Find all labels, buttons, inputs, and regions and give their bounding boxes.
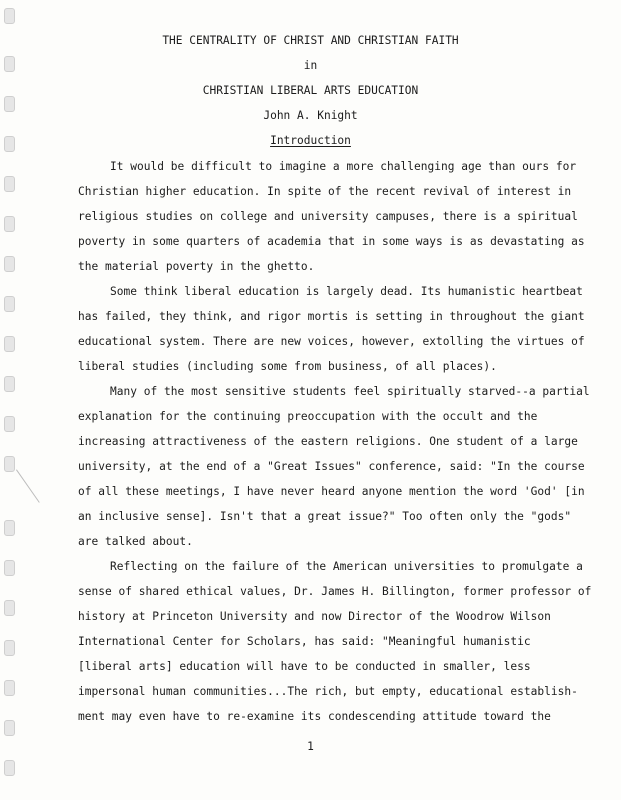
body-line: poverty in some quarters of academia that in some ways is as devastating as [78, 235, 585, 248]
binding-hole [4, 216, 15, 232]
body-line: liberal studies (including some from business, of all places). [78, 360, 497, 373]
binding-hole [4, 416, 15, 432]
binding-hole [4, 520, 15, 536]
body-line: educational system. There are new voices, however, extolling the virtues of [78, 335, 585, 348]
body-line: impersonal human communities...The rich, but empty, educational establish- [78, 685, 578, 698]
author: John A. Knight [263, 109, 358, 122]
body-line: Christian higher education. In spite of the recent revival of interest in [78, 185, 572, 198]
body-line: [liberal arts] education will have to be conducted in smaller, less [78, 660, 531, 673]
binding-hole [4, 8, 15, 24]
binding-hole [4, 256, 15, 272]
body-line: has failed, they think, and rigor mortis is setting in throughout the giant [78, 310, 585, 323]
binding-hole [4, 560, 15, 576]
title-line-3: CHRISTIAN LIBERAL ARTS EDUCATION [202, 84, 419, 97]
binding-hole [4, 336, 15, 352]
section-heading: Introduction [270, 134, 351, 147]
title-line-1: THE CENTRALITY OF CHRIST AND CHRISTIAN FAITH [162, 34, 459, 47]
body-line: university, at the end of a "Great Issues" conference, said: "In the course [78, 460, 585, 473]
body-line: the material poverty in the ghetto. [78, 260, 315, 273]
body-line: increasing attractiveness of the eastern religions. One student of a large [78, 435, 578, 448]
body-line: an inclusive sense]. Isn't that a great issue?" Too often only the "gods" [78, 510, 572, 523]
binding-hole [4, 680, 15, 696]
binding-hole [4, 176, 15, 192]
body-line: Some think liberal education is largely dead. Its humanistic heartbeat [110, 285, 583, 298]
body-line: Reflecting on the failure of the American universities to promulgate a [110, 560, 583, 573]
body-line: history at Princeton University and now Director of the Woodrow Wilson [78, 610, 551, 623]
body-line: International Center for Scholars, has said: "Meaningful humanistic [78, 635, 531, 648]
binding-hole [4, 760, 15, 776]
binding-hole [4, 376, 15, 392]
binding-hole [4, 720, 15, 736]
binding-hole [4, 456, 15, 472]
title-line-2: in [303, 59, 318, 72]
body-line: of all these meetings, I have never heard anyone mention the word 'God' [in [78, 485, 585, 498]
body-line: Many of the most sensitive students feel spiritually starved--a partial [110, 385, 590, 398]
body-line: sense of shared ethical values, Dr. James H. Billington, former professor of [78, 585, 592, 598]
binding-hole [4, 600, 15, 616]
binding-hole [4, 640, 15, 656]
body-line: are talked about. [78, 535, 193, 548]
page-number: 1 [307, 740, 314, 753]
body-line: explanation for the continuing preoccupation with the occult and the [78, 410, 538, 423]
body-line: It would be difficult to imagine a more challenging age than ours for [110, 160, 577, 173]
body-line: ment may even have to re-examine its condescending attitude toward the [78, 710, 551, 723]
binding-hole [4, 296, 15, 312]
body-line: religious studies on college and university campuses, there is a spiritual [78, 210, 578, 223]
